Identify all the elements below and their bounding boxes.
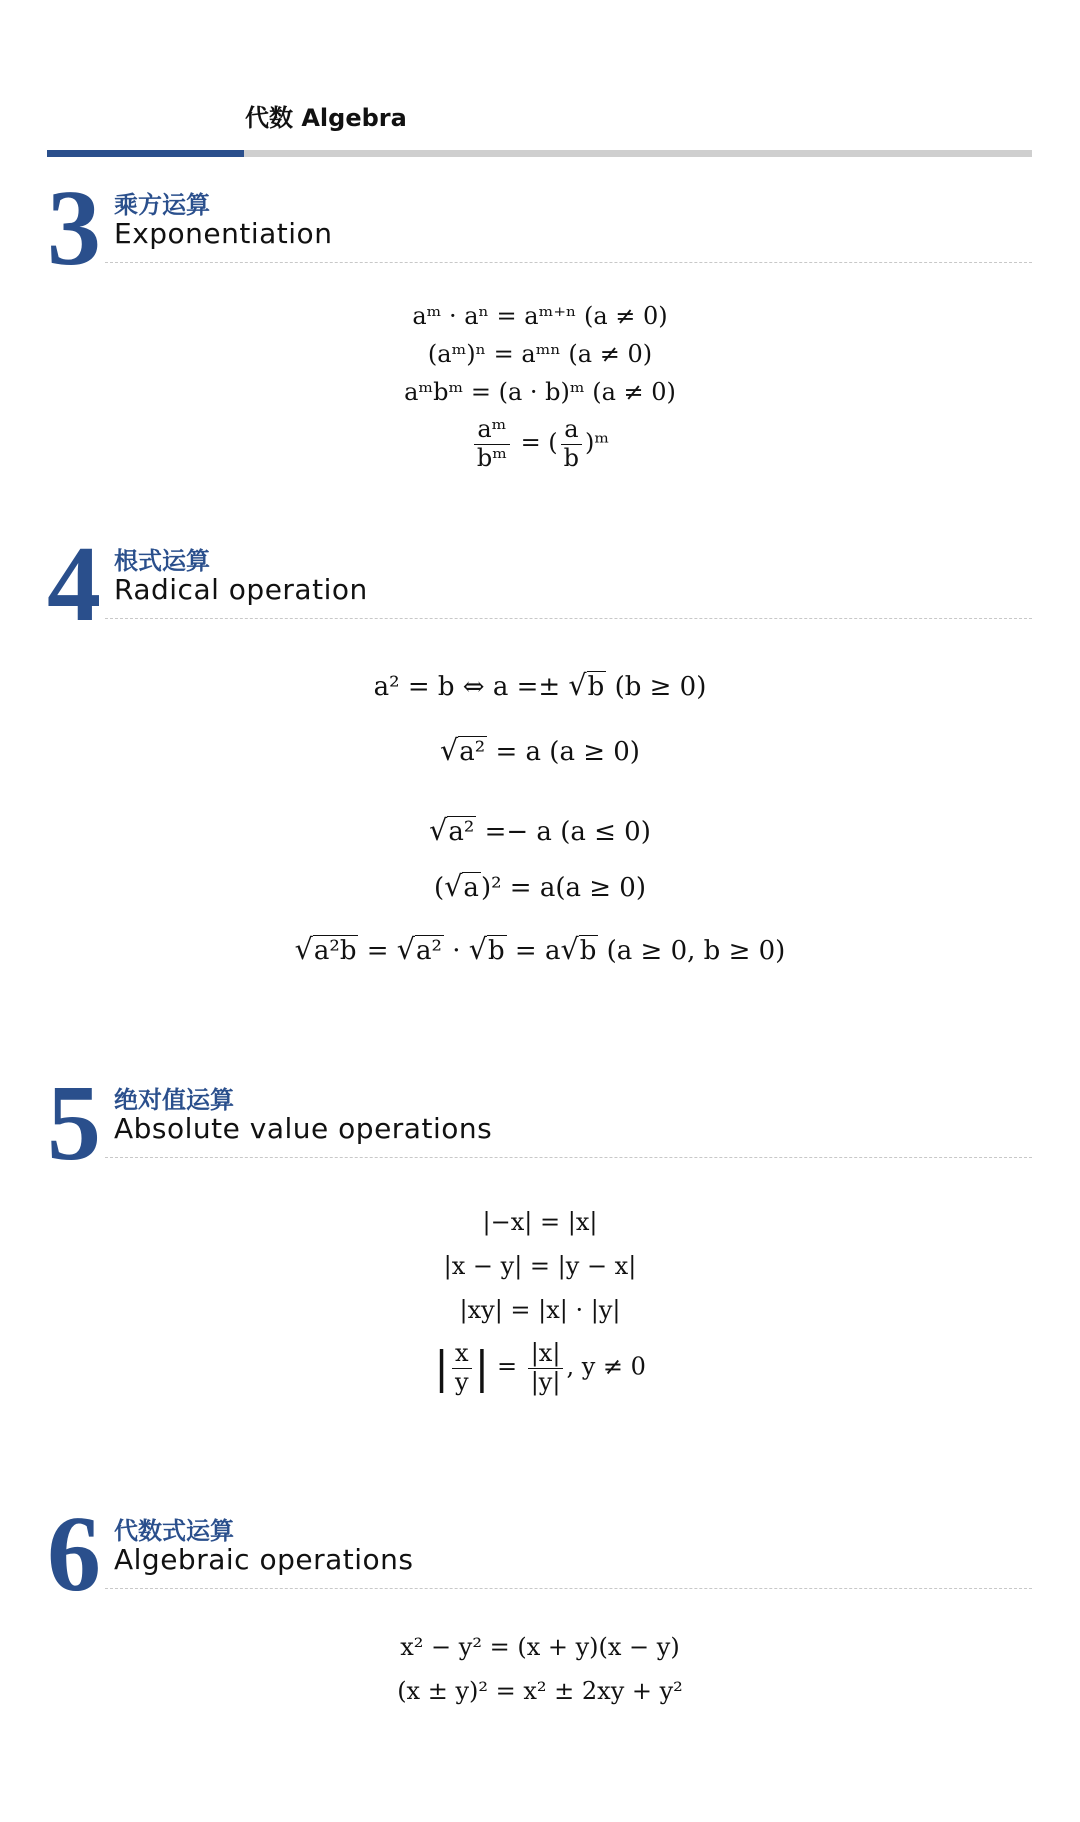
section-title-en: Absolute value operations [114, 1112, 493, 1145]
square-root: √b [468, 932, 505, 966]
formula-text: (b ≥ 0) [606, 672, 707, 702]
square-root: √a² [440, 733, 486, 767]
formula-text: (a ≥ 0, b ≥ 0) [598, 936, 786, 966]
exponent-tail: )ᵐ [585, 428, 610, 457]
square-root: √a [444, 869, 479, 903]
formula [0, 733, 1080, 767]
section-divider [105, 262, 1032, 263]
fraction [452, 1340, 472, 1396]
square-root: √b [560, 932, 597, 966]
fraction [474, 416, 510, 472]
section-number: 3 [47, 169, 101, 288]
formula-text: =− a (a ≤ 0) [476, 817, 651, 847]
section-title-cn: 乘方运算 [114, 191, 210, 219]
numerator: |x| [530, 1339, 561, 1367]
denominator: y [452, 1368, 472, 1397]
formula: |xy| = |x| · |y| [459, 1296, 621, 1324]
square-root: √b [568, 668, 605, 702]
denominator: bᵐ [474, 444, 510, 473]
section-divider [105, 1157, 1032, 1158]
formula: | $\frac{x}{y}$ | = $\frac{|x|}{|y|}$ , y ≠ 0 [434, 1339, 646, 1396]
formula-text: a² = b ⇔ a =± [373, 672, 569, 702]
square-root: √a² [429, 813, 475, 847]
equals: = ( [512, 428, 558, 457]
formula-text: = a [506, 936, 561, 966]
radicand: a² [448, 817, 475, 847]
denominator: b [561, 444, 582, 473]
radicand: b [579, 936, 597, 966]
fraction [561, 416, 582, 472]
formula-text: = a (a ≥ 0) [487, 737, 640, 767]
numerator: x [454, 1339, 469, 1367]
radicand: a² [416, 936, 442, 966]
fraction [528, 1340, 564, 1396]
formula-text: · [443, 936, 469, 966]
section-title-en: Radical operation [114, 573, 368, 606]
square-root: √a²b [294, 932, 357, 966]
numerator: aᵐ [477, 415, 507, 443]
section-number: 4 [47, 525, 101, 644]
formula [0, 932, 1080, 966]
formula [0, 813, 1080, 847]
square-root: √a² [396, 932, 442, 966]
formula: |−x| = |x| [482, 1208, 598, 1236]
denominator: |y| [528, 1368, 564, 1397]
formula [0, 416, 1080, 472]
formula [0, 668, 1080, 702]
radicand: b [587, 672, 605, 702]
radicand: a [463, 873, 479, 903]
numerator: a [564, 415, 579, 443]
equals: = [489, 1352, 525, 1381]
formula-text: ( [434, 873, 445, 903]
section-divider [105, 1588, 1032, 1589]
formula: x² − y² = (x + y)(x − y) [400, 1633, 680, 1661]
formula: (x ± y)² = x² ± 2xy + y² [397, 1677, 683, 1705]
formula-text: = [358, 936, 397, 966]
formula-text: )² = a(a ≥ 0) [480, 873, 646, 903]
section-title-cn: 根式运算 [114, 547, 210, 575]
page-title: 代数 Algebra [245, 104, 407, 132]
section-title-en: Algebraic operations [114, 1543, 414, 1576]
section-number: 6 [47, 1495, 101, 1614]
section-title-en: Exponentiation [114, 217, 333, 250]
section-title-cn: 绝对值运算 [114, 1086, 234, 1114]
progress-bar [47, 150, 1032, 157]
section-number: 5 [47, 1064, 101, 1183]
radicand: a²b [313, 936, 357, 966]
formula: (aᵐ)ⁿ = aᵐⁿ (a ≠ 0) [427, 340, 653, 368]
formula [0, 869, 1080, 903]
formula: |x − y| = |y − x| [443, 1252, 637, 1280]
formula: aᵐbᵐ = (a · b)ᵐ (a ≠ 0) [404, 378, 676, 406]
radicand: a² [459, 737, 486, 767]
section-divider [105, 618, 1032, 619]
radicand: b [488, 936, 505, 966]
formula: aᵐ · aⁿ = aᵐ⁺ⁿ (a ≠ 0) [412, 302, 668, 330]
section-title-cn: 代数式运算 [114, 1517, 234, 1545]
progress-bar-fill [47, 150, 244, 157]
formula-condition: , y ≠ 0 [566, 1352, 646, 1381]
